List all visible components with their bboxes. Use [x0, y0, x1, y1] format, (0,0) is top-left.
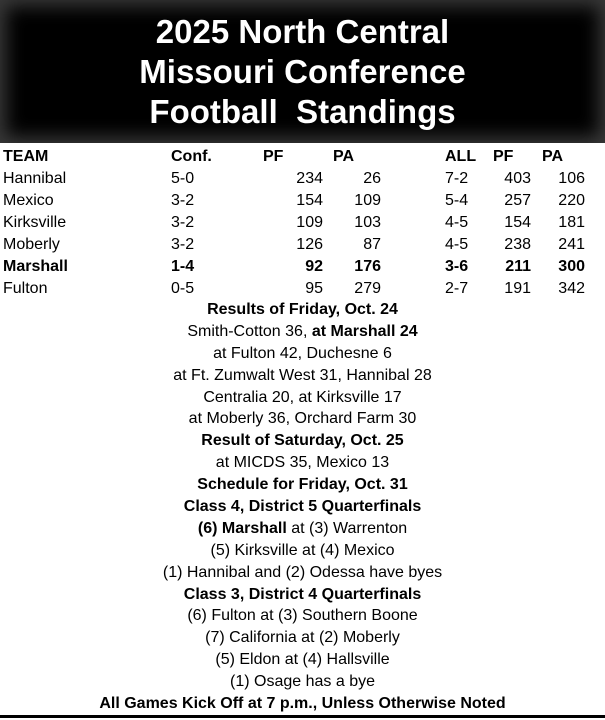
overall-record: 5-4 [445, 192, 469, 209]
schedule-line: (7) California at (2) Moberly [205, 629, 400, 647]
conf-points-for: 234 [296, 170, 323, 187]
header-pf-overall: PF [493, 148, 514, 165]
result-text: Smith-Cotton 36, [187, 322, 312, 340]
standings-row [0, 234, 605, 256]
standings-row [0, 190, 605, 212]
overall-points-against: 181 [558, 214, 585, 231]
header-all: ALL [445, 148, 477, 165]
header-gap [381, 146, 445, 168]
overall-record: 7-2 [445, 170, 469, 187]
standings-row [0, 168, 605, 190]
header-pa-overall: PA [542, 148, 564, 165]
conf-record: 3-2 [171, 214, 195, 231]
standings-table [0, 146, 605, 300]
standings-row [0, 256, 605, 278]
result-line: at Moberly 36, Orchard Farm 30 [188, 410, 417, 428]
overall-points-against: 106 [558, 170, 585, 187]
result-text-bold: at Marshall 24 [311, 322, 418, 340]
standings-header-row [0, 146, 605, 168]
header-conf: Conf. [171, 148, 212, 165]
schedule-text: at (3) Warrenton [286, 519, 408, 537]
conf-points-for: 109 [296, 214, 323, 231]
conf-record: 1-4 [171, 258, 195, 275]
team-name: Fulton [3, 280, 48, 297]
conf-record: 0-5 [171, 280, 195, 297]
spacer [381, 256, 445, 278]
conf-points-against: 26 [363, 170, 381, 187]
overall-record: 4-5 [445, 214, 469, 231]
conf-points-for: 154 [296, 192, 323, 209]
schedule-heading: Schedule for Friday, Oct. 31 [197, 476, 408, 494]
overall-points-against: 342 [558, 280, 585, 297]
team-name: Mexico [3, 192, 54, 209]
schedule-line: (1) Osage has a bye [230, 673, 375, 691]
overall-record: 3-6 [445, 258, 469, 275]
standings-body [0, 168, 605, 300]
results-saturday-heading: Result of Saturday, Oct. 25 [201, 432, 404, 450]
spacer [381, 190, 445, 212]
team-name: Marshall [3, 258, 68, 275]
schedule-line: (6) Fulton at (3) Southern Boone [187, 607, 418, 625]
conf-record: 3-2 [171, 236, 195, 253]
schedule-line: (5) Kirksville at (4) Mexico [210, 541, 395, 559]
spacer [585, 256, 605, 278]
standings-row [0, 278, 605, 300]
overall-points-against: 220 [558, 192, 585, 209]
header-pf: PF [263, 148, 284, 165]
class3-heading: Class 3, District 4 Quarterfinals [183, 585, 422, 603]
title-line-2: Missouri Conference [139, 52, 466, 90]
overall-record: 4-5 [445, 236, 469, 253]
spacer [381, 234, 445, 256]
header-team: TEAM [3, 148, 49, 165]
result-line [0, 321, 605, 343]
overall-points-for: 154 [504, 214, 531, 231]
title-line-1: 2025 North Central [155, 12, 450, 50]
team-name: Moberly [3, 236, 60, 253]
results-and-schedule [0, 299, 605, 715]
overall-points-for: 403 [504, 170, 531, 187]
overall-points-for: 238 [504, 236, 531, 253]
result-line: Centralia 20, at Kirksville 17 [203, 388, 402, 406]
schedule-line [0, 518, 605, 540]
schedule-text-bold: (6) Marshall [197, 519, 287, 537]
conf-points-for: 126 [296, 236, 323, 253]
conf-points-for: 95 [305, 280, 323, 297]
results-friday-heading: Results of Friday, Oct. 24 [207, 301, 398, 318]
standings-row [0, 212, 605, 234]
result-line: at Fulton 42, Duchesne 6 [213, 344, 392, 362]
spacer [585, 234, 605, 256]
spacer [585, 278, 605, 300]
overall-points-for: 257 [504, 192, 531, 209]
conf-record: 3-2 [171, 192, 195, 209]
overall-points-against: 241 [558, 236, 585, 253]
spacer [585, 212, 605, 234]
team-name: Kirksville [3, 214, 67, 231]
header-pa: PA [333, 148, 355, 165]
spacer [381, 212, 445, 234]
result-line: at Ft. Zumwalt West 31, Hannibal 28 [173, 366, 432, 384]
team-name: Hannibal [3, 170, 67, 187]
conf-points-against: 87 [363, 236, 381, 253]
overall-points-for: 211 [505, 258, 531, 275]
conf-points-for: 92 [305, 258, 323, 275]
bottom-rule [0, 715, 605, 718]
conf-points-against: 279 [354, 280, 381, 297]
spacer [585, 168, 605, 190]
conf-record: 5-0 [171, 170, 195, 187]
overall-points-against: 300 [558, 258, 585, 275]
spacer [585, 190, 605, 212]
overall-record: 2-7 [445, 280, 469, 297]
title-line-3: Football Standings [149, 92, 456, 130]
spacer [381, 278, 445, 300]
schedule-line: (5) Eldon at (4) Hallsville [215, 651, 390, 669]
conf-points-against: 176 [354, 258, 381, 275]
spacer [381, 168, 445, 190]
overall-points-for: 191 [504, 280, 531, 297]
conf-points-against: 103 [354, 214, 381, 231]
conf-points-against: 109 [354, 192, 381, 209]
class4-heading: Class 4, District 5 Quarterfinals [183, 498, 422, 516]
result-line: at MICDS 35, Mexico 13 [215, 454, 390, 472]
kickoff-note: All Games Kick Off at 7 p.m., Unless Otherwise Noted [99, 695, 506, 713]
schedule-line: (1) Hannibal and (2) Odessa have byes [162, 563, 443, 581]
title-banner [0, 0, 605, 143]
